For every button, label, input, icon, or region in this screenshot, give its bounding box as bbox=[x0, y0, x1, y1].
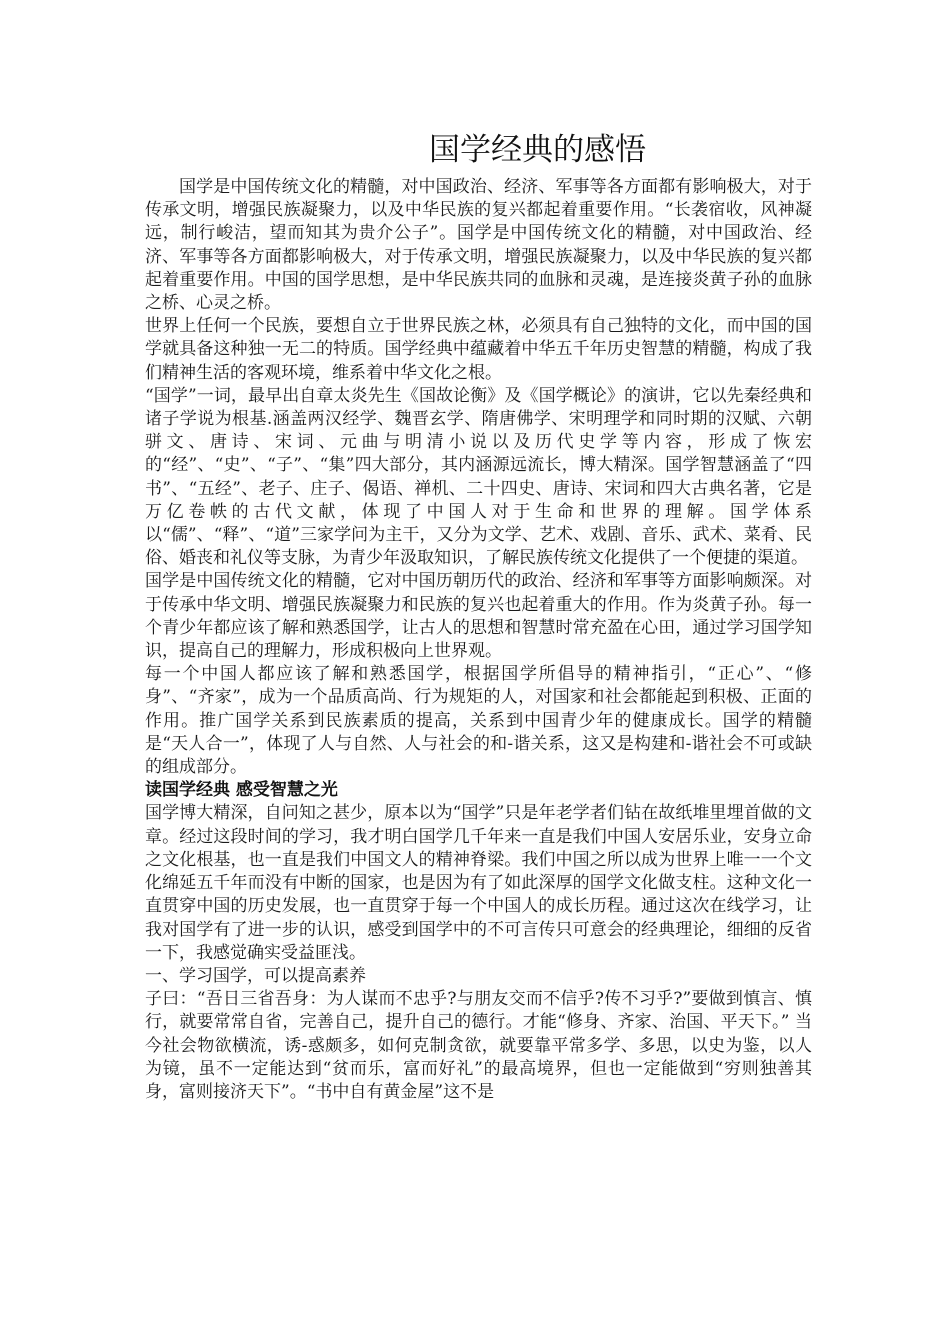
section-heading: 读国学经典 感受智慧之光 bbox=[145, 780, 338, 801]
paragraph: 世界上任何一个民族，要想自立于世界民族之林，必须具有自己独特的文化，而中国的国学就具备这种独一无二的特质。国学经典中蕴藏着中华五千年历史智慧的精髓，构成了我们精神生活的客观环境，维系着中华文化之根。 bbox=[145, 316, 812, 383]
document-body bbox=[145, 130, 812, 1104]
paragraph: 国学博大精深，自问知之甚少，原本以为“国学”只是年老学者们钻在故纸堆里埋首做的文章。经过这段时间的学习，我才明白国学几千年来一直是我们中国人安居乐业，安身立命之文化根基，也一直是我们中国文人的精神脊梁。我们中国之所以成为世界上唯一一个文化绵延五千年而没有中断的国家，也是因为有了如此深厚的国学文化做支柱。这种文化一直贯穿中国的历史发展，也一直贯穿于每一个中国人的成长历程。通过这次在线学习，让我对国学有了进一步的认识，感受到国学中的不可言传只可意会的经典理论，细细的反省一下，我感觉确实受益匪浅。 bbox=[145, 803, 812, 963]
document-title: 国学经典的感悟 bbox=[429, 132, 646, 168]
paragraph: 国学是中国传统文化的精髓，它对中国历朝历代的政治、经济和军事等方面影响颇深。对于传承中华文明、增强民族凝聚力和民族的复兴也起着重大的作用。作为炎黄子孙。每一个青少年都应该了解和熟悉国学，让古人的思想和智慧时常充盈在心田，通过学习国学知识，提高自己的理解力，形成积极向上世界观。 bbox=[145, 571, 812, 662]
paragraph: 国学是中国传统文化的精髓，对中国政治、经济、军事等各方面都有影响极大，对于传承文明，增强民族凝聚力，以及中华民族的复兴都起着重要作用。“长袭宿收，风神凝远，制行峻洁，望而知其为贵介公子”。国学是中国传统文化的精髓，对中国政治、经济、军事等各方面都影响极大，对于传承文明，增强民族凝聚力，以及中华民族的复兴都起着重要作用。中国的国学思想，是中华民族共同的血脉和灵魂，是连接炎黄子孙的血脉之桥、心灵之桥。 bbox=[145, 177, 812, 314]
paragraph: 子曰：“吾日三省吾身：为人谋而不忠乎?与朋友交而不信乎?传不习乎?”要做到慎言、慎行，就要常常自省，完善自己，提升自己的德行。才能“修身、齐家、治国、平天下。” 当今社会物欲横流，诱-惑颇多，如何克制贪欲，就要靠平常多学、多思，以史为鉴，以人为镜，虽不一定能达到“贫而乐，富而好礼”的最高境界，但也一定能做到“穷则独善其身，富则接济天下”。“书中自有黄金屋”这不是 bbox=[145, 989, 812, 1102]
subsection-heading: 一、学习国学，可以提高素养 bbox=[145, 965, 366, 986]
document-blocks bbox=[145, 176, 812, 1104]
paragraph: “国学”一词，最早出自章太炎先生《国故论衡》及《国学概论》的演讲，它以先秦经典和诸子学说为根基.涵盖两汉经学、魏晋玄学、隋唐佛学、宋明理学和同时期的汉赋、六朝骈文、唐诗、宋词、元曲与明清小说以及历代史学等内容，形成了恢宏的“经”、“史”、“子”、“集”四大部分，其内涵源远流长，博大精深。国学智慧涵盖了“四书”、“五经”、老子、庄子、偈语、禅机、二十四史、唐诗、宋词和四大古典名著，它是万亿卷帙的古代文献，体现了中国人对于生命和世界的理解。国学体系以“儒”、“释”、“道”三家学问为主干，又分为文学、艺术、戏剧、音乐、武术、菜肴、民俗、婚丧和礼仪等支脉，为青少年汲取知识，了解民族传统文化提供了一个便捷的渠道。 bbox=[145, 385, 812, 569]
paragraph: 每一个中国人都应该了解和熟悉国学，根据国学所倡导的精神指引，“正心”、“修身”、“齐家”，成为一个品质高尚、行为规矩的人，对国家和社会都能起到积极、正面的作用。推广国学关系到民族素质的提高，关系到中国青少年的健康成长。国学的精髓是“天人合一”，体现了人与自然、人与社会的和-谐关系，这又是构建和-谐社会不可或缺的组成部分。 bbox=[145, 664, 812, 778]
